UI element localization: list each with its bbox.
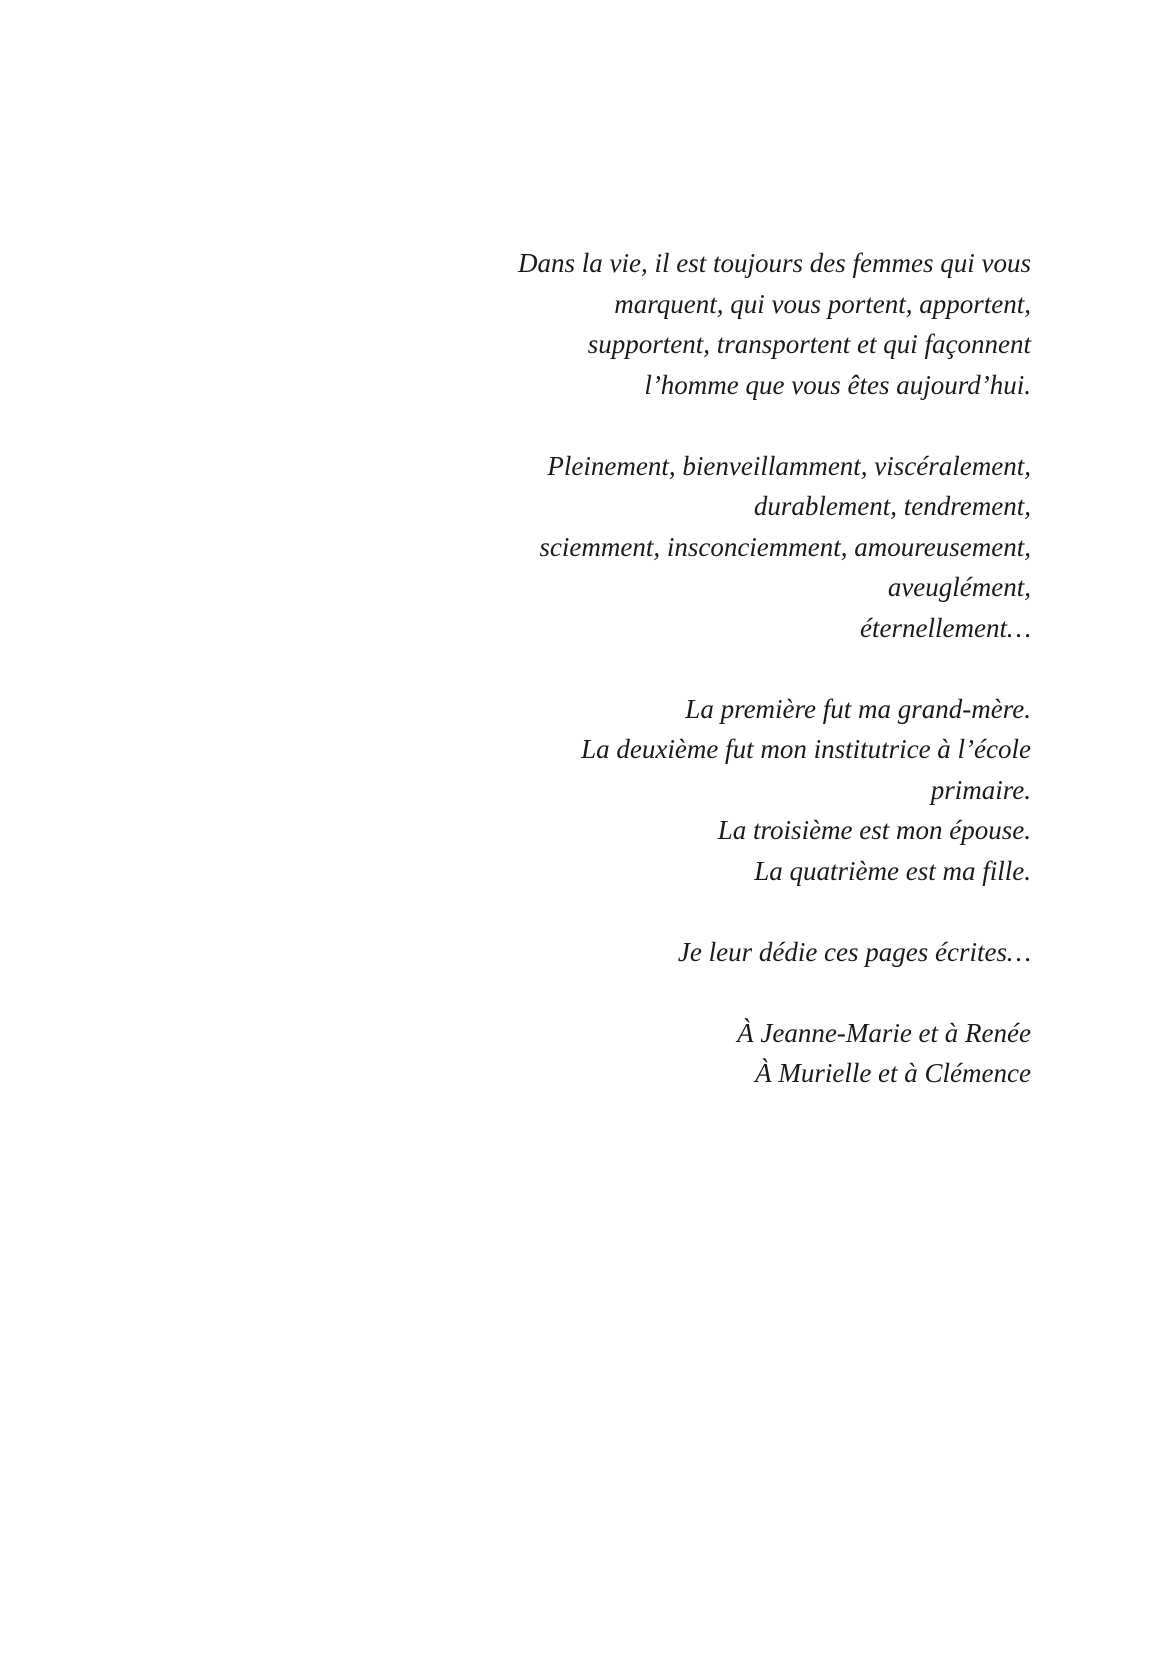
text-line: marquent, qui vous portent, apportent, — [614, 288, 1031, 319]
stanza-names — [391, 1013, 1031, 1094]
text-line: La première fut ma grand-mère. — [685, 693, 1031, 724]
text-line: durablement, tendrement, — [753, 491, 1031, 521]
text-line: primaire. — [930, 774, 1031, 805]
stanza-dedication — [391, 932, 1031, 973]
text-line: La deuxième fut mon institutrice à l’école — [581, 734, 1031, 764]
text-line: La quatrième est ma fille. — [754, 855, 1031, 886]
stanza-adverbs — [391, 446, 1031, 649]
stanza-intro — [391, 243, 1031, 405]
dedication-text — [391, 243, 1031, 1094]
text-line: l’homme que vous êtes aujourd’hui. — [644, 369, 1031, 400]
stanza-women — [391, 689, 1031, 892]
text-line: À Murielle et à Clémence — [755, 1058, 1031, 1088]
text-line: sciemment, insconciemment, amoureusement, — [539, 531, 1031, 562]
text-line: éternellement… — [860, 612, 1031, 643]
text-line: Dans la vie, il est toujours des femmes qui vous — [518, 248, 1031, 278]
text-line: La troisième est mon épouse. — [717, 815, 1031, 845]
text-line: Pleinement, bienveillamment, viscéralement, — [547, 450, 1031, 481]
text-line: aveuglément, — [887, 572, 1031, 602]
text-line: Je leur dédie ces pages écrites… — [677, 936, 1031, 967]
text-line: supportent, transportent et qui façonnent — [587, 329, 1031, 359]
text-line: À Jeanne-Marie et à Renée — [737, 1017, 1031, 1048]
